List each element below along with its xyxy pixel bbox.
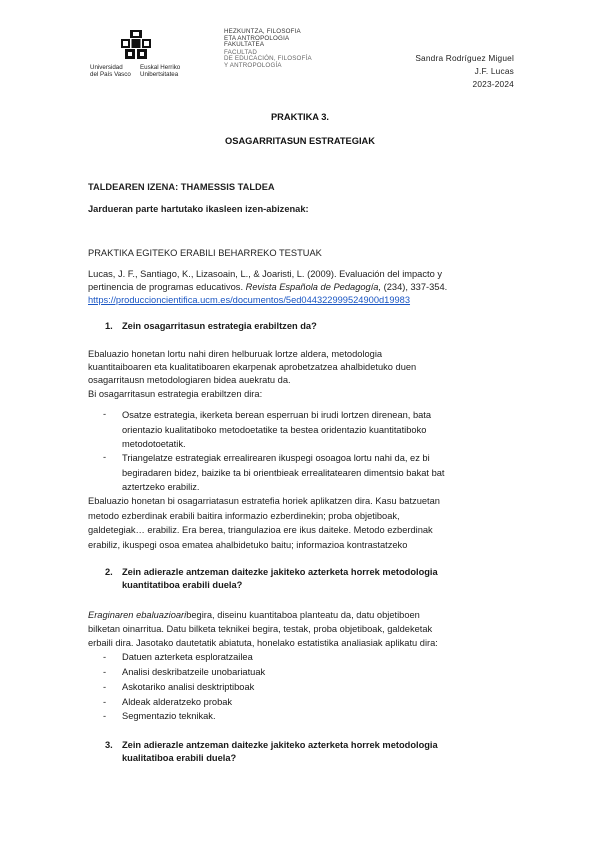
logo1-text-es: Universidad del País Vasco xyxy=(90,64,131,78)
reference: Lucas, J. F., Santiago, K., Lizasoain, L., & Joaristi, L. (2009). Evaluación del impacto y pertinencia de programas educativos. Revista Española de Pedagogía, (234), 337-354. https://produccioncientifica.ucm.es/documentos/5ed044322999524900d19983 xyxy=(88,268,513,308)
bullet-dash: - xyxy=(103,452,107,462)
question-3-number: 3. xyxy=(105,740,113,750)
practice-title: PRAKTIKA 3. xyxy=(270,112,330,122)
upv-ehu-emblem-icon xyxy=(119,30,153,60)
faculty-name-eu: HEZKUNTZA, FILOSOFIA ETA ANTROPOLOGIA FAKULTATEA xyxy=(224,28,301,49)
answer-2-item-4: Aldeak alderatzeko probak xyxy=(122,697,233,707)
document-title: OSAGARRITASUN ESTRATEGIAK xyxy=(225,136,375,146)
bullet-dash: - xyxy=(103,652,107,662)
bullet-dash: - xyxy=(103,409,107,419)
answer-1-intro: Ebaluazio honetan lortu nahi diren helburuak lortze aldera, metodologia kuantitaiboaren eta kualitatiboaren ekarpenak aprobetzatzea ahalbidetuko duen osagarritausn metodologiaren bidea auekratu da. Bi osagarritasun estrategia erabiltzen dira: xyxy=(88,349,417,399)
question-1-number: 1. xyxy=(105,321,113,331)
answer-2-item-1: Datuen azterketa esploratzailea xyxy=(122,652,253,662)
answer-1-conclusion: Ebaluazio honetan bi osagarriatasun estratefia horiek aplikatzen dira. Kasu batzuetan metodo ezberdinak erabili baitira informazio ezberdinekin; proba objetiboak, galdetegiak… erabiliz. Era berea, triangulazioa ere ikus daiteke. Metodo ezberdinak erabiliz, ikuspegi osoa ematea ahalbidetuko baitu; informazioa kontrastatzeko xyxy=(88,496,440,550)
answer-1-bullet-1: Osatze estrategia, ikerketa berean esperruan bi irudi lortzen direnean, bata orientazio kualitatiboko metodoetatike ta bestea oridentazio kuantitatiboko metodotoetatik. xyxy=(122,410,432,449)
answer-2-item-2: Analisi deskribatzeile unobariatuak xyxy=(122,667,266,677)
logo1-text-eu: Euskal Herriko Unibertsitatea xyxy=(140,64,181,78)
question-1: Zein osagarritasun estrategia erabiltzen da? xyxy=(122,321,317,331)
texts-heading: PRAKTIKA EGITEKO ERABILI BEHARREKO TESTUAK xyxy=(88,248,322,258)
bullet-dash: - xyxy=(103,697,107,707)
answer-2-item-3: Askotariko analisi desktriptiboak xyxy=(122,682,255,692)
question-2: Zein adierazle antzeman daitezke jakiteko azterketa horrek metodologia kuantitatiboa erabili duela? xyxy=(122,567,438,590)
bullet-dash: - xyxy=(103,711,107,721)
faculty-logo xyxy=(224,29,334,70)
bullet-dash: - xyxy=(103,682,107,692)
answer-2-item-5: Segmentazio teknikak. xyxy=(122,711,216,721)
bullet-dash: - xyxy=(103,667,107,677)
upv-ehu-logo xyxy=(88,30,188,80)
reference-link[interactable]: https://produccioncientifica.ucm.es/documentos/5ed044322999524900d19983 xyxy=(88,295,411,306)
faculty-name-es: FACULTAD DE EDUCACIÓN, FILOSOFÍA Y ANTROPOLOGÍA xyxy=(224,48,312,69)
question-2-number: 2. xyxy=(105,567,113,577)
participants-label: Jardueran parte hartutako ikasleen izen-abizenak: xyxy=(88,204,309,214)
question-3: Zein adierazle antzeman daitezke jakiteko azterketa horrek metodologia kualitatiboa erabili duela? xyxy=(122,740,438,763)
answer-1-bullet-2: Triangelatze estrategiak errealirearen ikuspegi osoagoa lortu nahi da, ez bi begiradaren bidez, baizike ta bi orientbieak errealitatearen dimentsio bakat bat aztertzeko erabiliz. xyxy=(122,453,445,492)
group-name: TALDEAREN IZENA: THAMESSIS TALDEA xyxy=(88,182,275,192)
authors-block: Sandra Rodríguez Miguel J.F. Lucas 2023-2024 xyxy=(415,53,514,89)
answer-2: Eraginaren ebaluazioaribegira, diseinu kuantitaboa planteatu da, datu objetiboen bilketan oinarritua. Datu bilketa teknikei begira, testak, proba objetiboak, galdeketak erbaili dira. Jasotako dautetatik abiatuta, honelako estatistika analiasiak aplikatu dira: xyxy=(88,610,438,648)
